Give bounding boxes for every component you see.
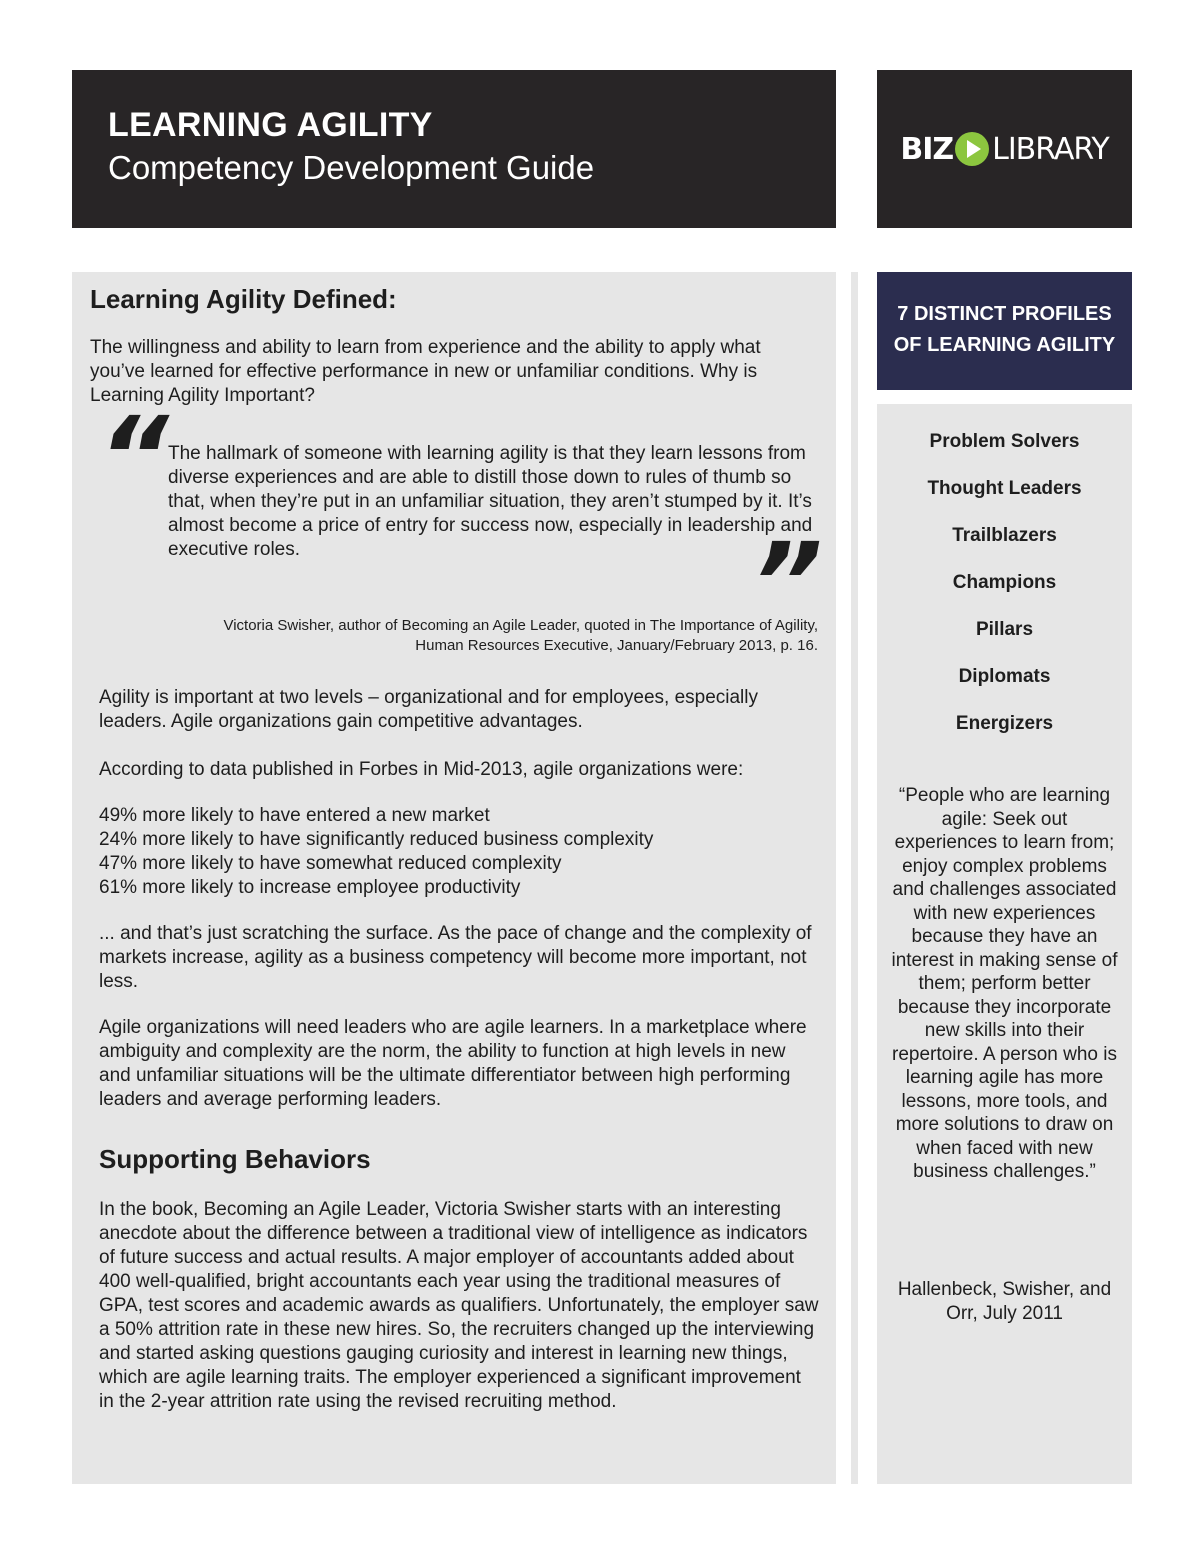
sidebar-quote: “People who are learning agile: Seek out experiences to learn from; enjoy complex problems and challenges associated with new experiences because they have an interest in making sense of them; perform better because they incorporate new skills into their repertoire. A person who is learning agile has more lessons, more tools, and more solutions to draw on when faced with new business challenges.” xyxy=(891,785,1118,1182)
stat-item: 47% more likely to have somewhat reduced complexity xyxy=(99,853,562,874)
main-content-panel xyxy=(72,272,836,1484)
stat-item: 24% more likely to have significantly reduced business complexity xyxy=(99,829,654,850)
profile-item: Trailblazers xyxy=(952,525,1057,546)
definition-text: The willingness and ability to learn from experience and the ability to apply what you’ve learned for effective performance in new or unfamiliar conditions. Why is Learning Agility Important? xyxy=(90,337,761,406)
paragraph-importance: Agility is important at two levels – organizational and for employees, especially leaders. Agile organizations gain competitive advantages. xyxy=(99,687,758,732)
paragraph-forbes-intro: According to data published in Forbes in Mid-2013, agile organizations were: xyxy=(99,759,744,780)
profiles-heading-box xyxy=(877,272,1132,390)
quote-attribution xyxy=(132,616,818,656)
profile-item: Thought Leaders xyxy=(927,478,1082,499)
profile-item: Diplomats xyxy=(958,666,1051,687)
profile-item: Energizers xyxy=(955,713,1054,734)
play-icon xyxy=(955,132,989,166)
profiles-heading-line-1: 7 DISTINCT PROFILES xyxy=(897,303,1112,325)
document-header xyxy=(72,70,836,228)
profiles-heading-line-2: OF LEARNING AGILITY xyxy=(893,334,1116,356)
stats-list-container xyxy=(99,804,819,900)
paragraph-surface: ... and that’s just scratching the surface. As the pace of change and the complexity of markets increase, agility as a business competency will become more important, not less. xyxy=(99,923,812,992)
definition-heading: Learning Agility Defined: xyxy=(90,284,397,314)
profile-item: Problem Solvers xyxy=(929,431,1080,452)
open-quote-icon: “ xyxy=(98,393,169,521)
stat-item: 61% more likely to increase employee productivity xyxy=(99,877,521,898)
profiles-sidebar xyxy=(877,404,1132,1484)
document-title: LEARNING AGILITY xyxy=(108,106,433,144)
profile-item: Pillars xyxy=(975,619,1034,640)
paragraph-agile-leaders: Agile organizations will need leaders who are agile learners. In a marketplace where ambiguity and complexity are the norm, the ability to function at high levels in new and unfamiliar situations will be the ultimate differentiator between high performing leaders and average performing leaders. xyxy=(99,1017,807,1110)
bizlibrary-logo xyxy=(900,132,1108,167)
attribution-line-2: Human Resources Executive, January/February 2013, p. 16. xyxy=(415,637,818,654)
document-subtitle: Competency Development Guide xyxy=(108,149,595,186)
attribution-line-1: Victoria Swisher, author of Becoming an Agile Leader, quoted in The Importance of Agility, xyxy=(223,617,818,634)
supporting-behaviors-text: In the book, Becoming an Agile Leader, Victoria Swisher starts with an interesting anecdote about the difference between a traditional view of intelligence as indicators of future success and actual results. A major employer of accountants added about 400 well-qualified, bright accountants each year using the traditional measures of GPA, test scores and academic awards as qualifiers. Unfortunately, the employer saw a 50% attrition rate in these new hires. So, the recruiters changed up the interviewing and started asking questions gauging curiosity and interest in learning new things, which are agile learning traits. The employer experienced a significant improvement in the 2-year attrition rate using the revised recruiting method. xyxy=(99,1199,819,1412)
logo-text-biz: BIZ xyxy=(900,131,954,167)
stat-item: 49% more likely to have entered a new market xyxy=(99,805,490,826)
logo-text-library: LIBRARY xyxy=(992,131,1109,167)
profile-list xyxy=(877,428,1132,757)
column-divider xyxy=(851,272,858,1484)
stats-list xyxy=(99,804,819,900)
close-quote-icon: ” xyxy=(752,519,823,647)
supporting-behaviors-heading: Supporting Behaviors xyxy=(99,1144,371,1174)
sidebar-quote-citation: Hallenbeck, Swisher, and Orr, July 2011 xyxy=(897,1279,1112,1324)
profile-item: Champions xyxy=(952,572,1057,593)
brand-logo-box xyxy=(877,70,1132,228)
pull-quote-text: The hallmark of someone with learning agility is that they learn lessons from diverse experiences and are able to distill those down to rules of thumb so that, when they’re put in an unfamiliar situation, they aren’t stumped by it. It’s almost become a price of entry for success now, especially in leadership and executive roles. xyxy=(168,443,813,560)
